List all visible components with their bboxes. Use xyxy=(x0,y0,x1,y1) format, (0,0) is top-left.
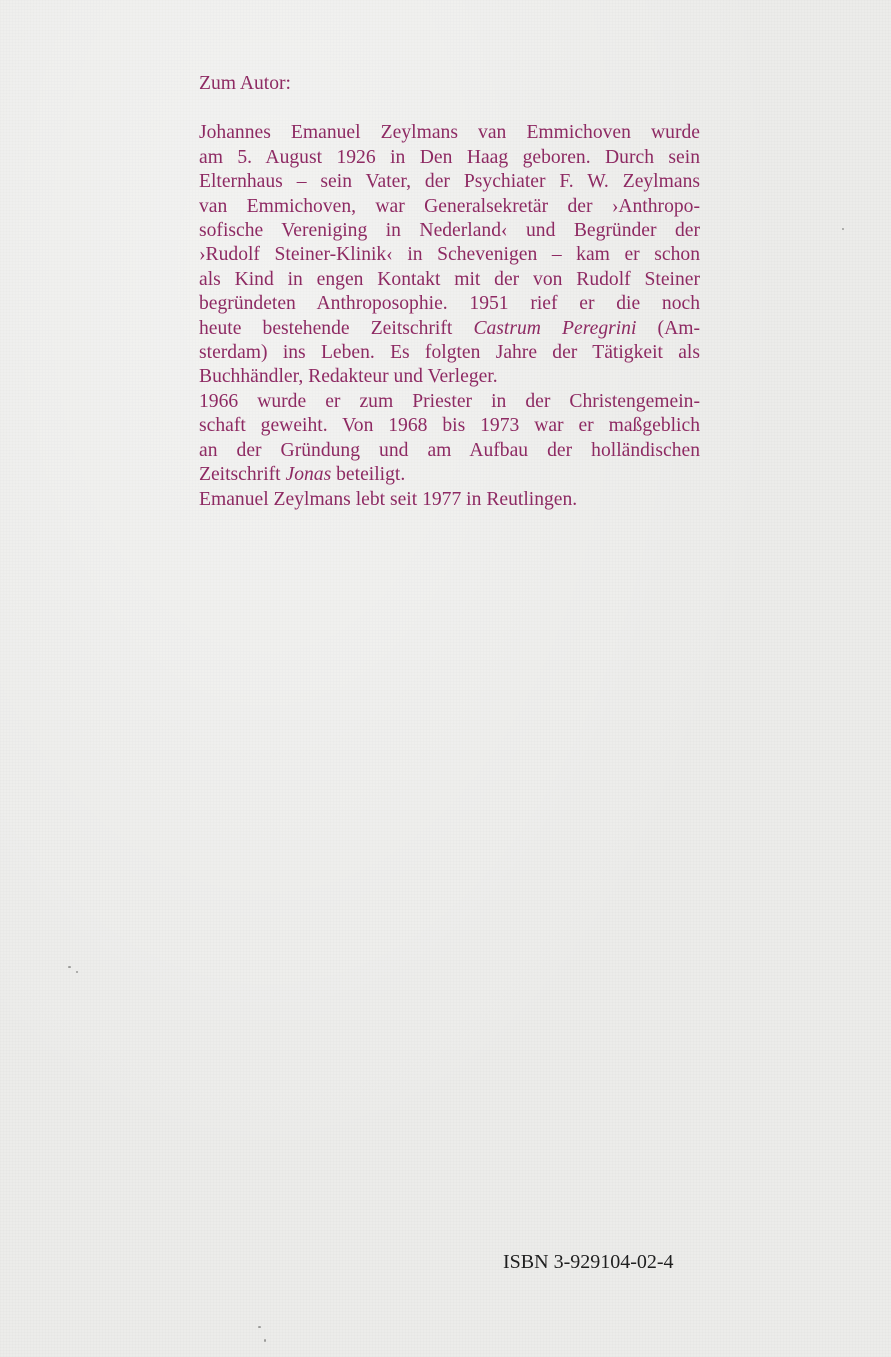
bio-paragraph-2 xyxy=(199,390,700,488)
bio-line: sterdam) ins Leben. Es folgten Jahre der Tätigkeit als xyxy=(199,342,700,364)
bio-line: van Emmichoven, war Generalsekretär der ›Anthropo- xyxy=(199,195,700,217)
author-bio-section xyxy=(199,72,700,512)
paper-speck xyxy=(258,1326,261,1328)
bio-line: am 5. August 1926 in Den Haag geboren. Durch sein xyxy=(199,146,700,168)
bio-line: Emanuel Zeylmans lebt seit 1977 in Reutlingen. xyxy=(199,488,578,510)
paper-speck xyxy=(842,228,844,230)
isbn-number: ISBN 3-929104-02-4 xyxy=(503,1251,674,1273)
journal-title: Castrum Peregrini xyxy=(473,317,637,339)
bio-line: Elternhaus – sein Vater, der Psychiater F. W. Zeylmans xyxy=(199,171,700,193)
paper-speck xyxy=(264,1339,266,1342)
bio-text: Zeitschrift xyxy=(199,464,286,486)
bio-line: sofische Vereniging in Nederland‹ und Begründer der xyxy=(199,220,700,242)
bio-line: Buchhändler, Redakteur und Verleger. xyxy=(199,366,498,388)
paper-speck xyxy=(68,966,71,968)
section-heading: Zum Autor: xyxy=(199,73,291,94)
bio-line: Johannes Emanuel Zeylmans van Emmichoven wurde xyxy=(199,122,700,144)
bio-text: (Am- xyxy=(636,317,700,339)
bio-line: begründeten Anthroposophie. 1951 rief er die noch xyxy=(199,293,700,315)
bio-paragraph-1 xyxy=(199,121,700,389)
bio-line: als Kind in engen Kontakt mit der von Rudolf Steiner xyxy=(199,268,700,290)
bio-paragraph-3 xyxy=(199,488,700,512)
bio-line xyxy=(199,317,700,341)
bio-line: an der Gründung und am Aufbau der holländischen xyxy=(199,439,700,461)
bio-line: ›Rudolf Steiner-Klinik‹ in Schevenigen – kam er schon xyxy=(199,244,700,266)
bio-text: beteiligt. xyxy=(331,464,406,486)
journal-title: Jonas xyxy=(285,464,332,486)
bio-line: schaft geweiht. Von 1968 bis 1973 war er maßgeblich xyxy=(199,415,700,437)
bio-line xyxy=(199,463,700,487)
bio-text: heute bestehende Zeitschrift xyxy=(199,317,474,339)
bio-line: 1966 wurde er zum Priester in der Christengemein- xyxy=(199,390,700,412)
paper-speck xyxy=(76,971,78,973)
